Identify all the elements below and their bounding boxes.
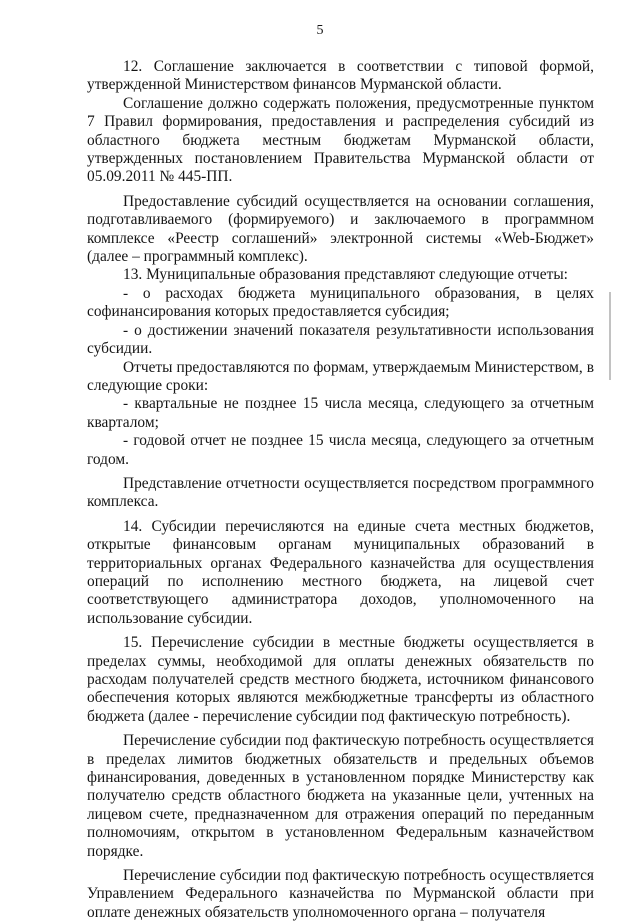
- paragraph-reporting-method: Представление отчетности осуществляется посредством программного комплекса.: [87, 474, 594, 511]
- paragraph-transfer-treasury: Перечисление субсидии под фактическую потребность осуществляется Управлением Федерального казначейства по Мурманской области при оплате денежных обязательств уполномоченного органа – получателя: [87, 867, 594, 921]
- list-item-indicator-report: - о достижении значений показателя результативности использования субсидии.: [87, 321, 594, 358]
- document-body: [87, 58, 594, 922]
- scan-artifact-line: [609, 292, 611, 380]
- paragraph-12-agreement: 12. Соглашение заключается в соответствии с типовой формой, утвержденной Министерством финансов Мурманской области.: [87, 58, 594, 94]
- paragraph-agreement-provisions: Соглашение должно содержать положения, предусмотренные пунктом 7 Правил формирования, предоставления и распределения субсидий из областного бюджета местным бюджетам Мурманской области, утвержденных постановлением Правительства Мурманской области от 05.09.2011 № 445-ПП.: [87, 94, 594, 186]
- page-number: 5: [316, 23, 324, 38]
- list-item-annual: - годовой отчет не позднее 15 числа месяца, следующего за отчетным годом.: [87, 432, 594, 468]
- paragraph-14-transfer-accounts: 14. Субсидии перечисляются на единые счета местных бюджетов, открытые финансовым органам муниципальных образований в территориальных органах Федерального казначейства для осуществления операций по исполнению местного бюджета, на лицевой счет соответствующего администратора доходов, уполномоченного на использование субсидии.: [87, 517, 594, 627]
- list-item-expenses-report: - о расходах бюджета муниципального образования, в целях софинансирования которых предоставляется субсидия;: [87, 284, 594, 321]
- paragraph-subsidy-provision: Предоставление субсидий осуществляется на основании соглашения, подготавливаемого (формируемого) и заключаемого в программном комплексе «Реестр соглашений» электронной системы «Web-Бюджет» (далее – программный комплекс).: [87, 192, 594, 266]
- paragraph-report-deadlines: Отчеты предоставляются по формам, утверждаемым Министерством, в следующие сроки:: [87, 358, 594, 394]
- paragraph-transfer-within-limits: Перечисление субсидии под фактическую потребность осуществляется в пределах лимитов бюджетных обязательств и предельных объемов финансирования, доведенных в установленном порядке Министерству как получателю средств областного бюджета на указанные цели, учтенных на лицевом счете, предназначенном для отражения операций по переданным полномочиям, открытом в установленном Федеральным казначейством порядке.: [87, 732, 594, 860]
- list-item-quarterly: - квартальные не позднее 15 числа месяца, следующего за отчетным кварталом;: [87, 395, 594, 431]
- paragraph-15-transfer-limits: 15. Перечисление субсидии в местные бюджеты осуществляется в пределах суммы, необходимой для оплаты денежных обязательств по расходам получателей средств местного бюджета, источником финансового обеспечения которых являются межбюджетные трансферты из областного бюджета (далее - перечисление субсидии под фактическую потребность).: [87, 634, 594, 725]
- paragraph-13-reports: 13. Муниципальные образования представляют следующие отчеты:: [123, 266, 568, 284]
